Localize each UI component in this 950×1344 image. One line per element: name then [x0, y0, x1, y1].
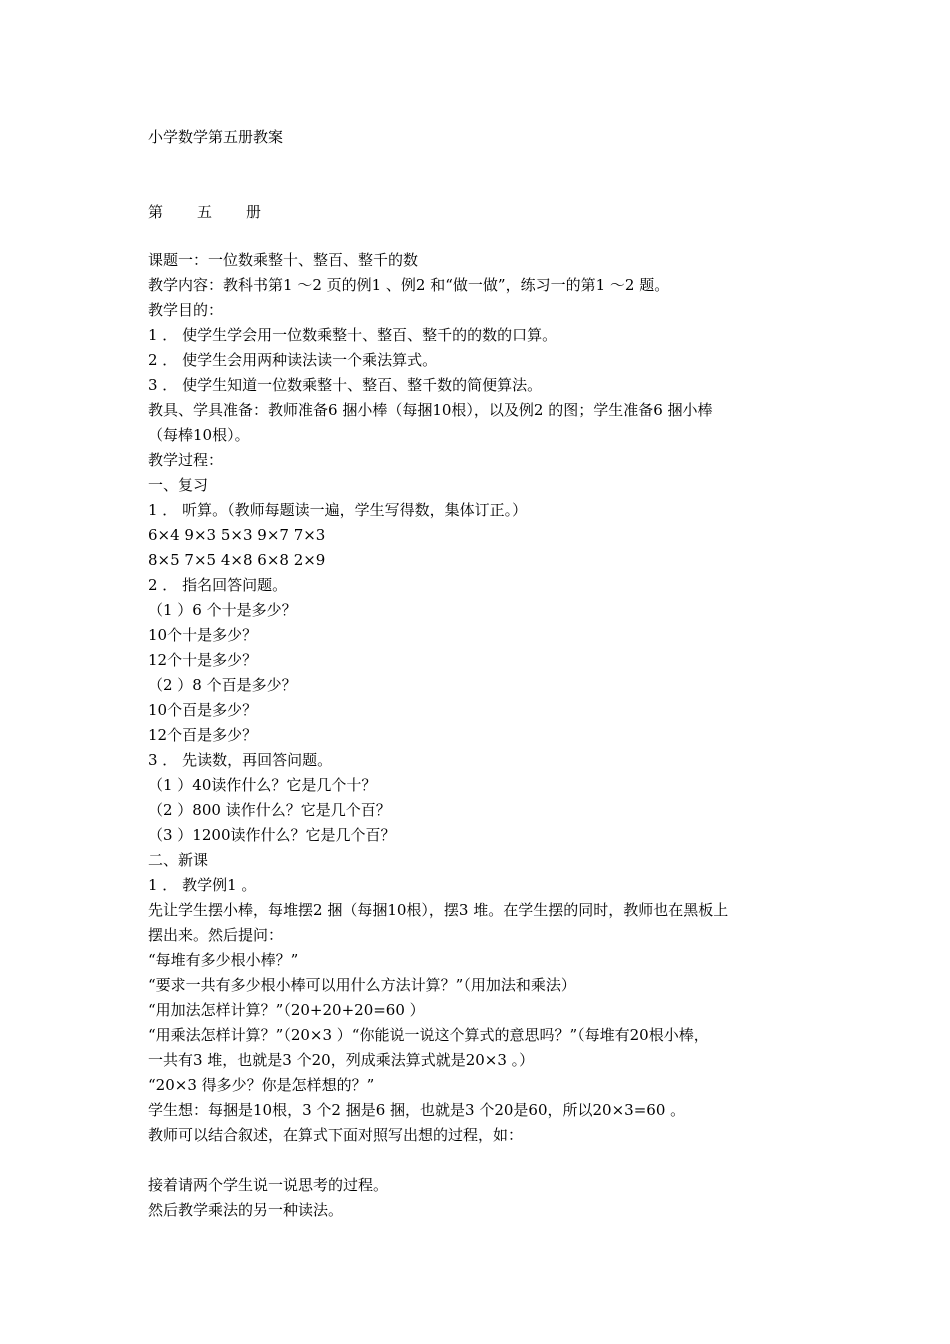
text-line: 一共有3 堆，也就是3 个20，列成乘法算式就是20×3 。） [148, 1051, 535, 1069]
text-line: 8×5 7×5 4×8 6×8 2×9 [148, 551, 326, 569]
text-line: 先让学生摆小棒，每堆摆2 捆（每捆10根），摆3 堆。在学生摆的同时，教师也在黑板上 [148, 901, 729, 919]
text-line: （1 ）40读作什么？它是几个十？ [148, 776, 377, 794]
text-line: 然后教学乘法的另一种读法。 [148, 1201, 344, 1219]
text-line: 3 ． 使学生知道一位数乘整十、整百、整千数的简便算法。 [148, 376, 543, 394]
text-line: 10个十是多少？ [148, 626, 258, 644]
text-line: 2 ． 指名回答问题。 [148, 576, 288, 594]
text-line: 6×4 9×3 5×3 9×7 7×3 [148, 526, 326, 544]
text-line: （3 ）1200读作什么？它是几个百？ [148, 826, 396, 844]
text-line: 课题一：一位数乘整十、整百、整千的数 [148, 251, 419, 269]
volume-heading [148, 201, 295, 223]
text-line: 摆出来。然后提问： [148, 926, 284, 944]
text-line: （2 ）800 读作什么？它是几个百？ [148, 801, 391, 819]
text-line: 3 ． 先读数，再回答问题。 [148, 751, 333, 769]
text-line: 学生想：每捆是10根，3 个2 捆是6 捆，也就是3 个20是60，所以20×3=60 。 [148, 1101, 686, 1119]
text-line: 1 ． 听算。（教师每题读一遍，学生写得数，集体订正。） [148, 501, 528, 519]
text-line: （每棒10根）。 [148, 426, 250, 444]
text-line: 12个百是多少？ [148, 726, 258, 744]
text-line: 一、复习 [148, 476, 209, 494]
text-line: （2 ）8 个百是多少？ [148, 676, 297, 694]
text-line: 2 ． 使学生会用两种读法读一个乘法算式。 [148, 351, 438, 369]
text-line: 10个百是多少？ [148, 701, 258, 719]
text-line: “要求一共有多少根小棒可以用什么方法计算？”（用加法和乘法） [148, 976, 576, 994]
text-line: 教学目的： [148, 301, 224, 319]
text-line: 1 ． 教学例1 。 [148, 876, 257, 894]
blank-line [148, 1148, 818, 1173]
text-line: 教学内容：教科书第1 ～2 页的例1 、例2 和“做一做”，练习一的第1 ～2 题。 [148, 276, 670, 294]
text-line: 1 ． 使学生学会用一位数乘整十、整百、整千的的数的口算。 [148, 326, 558, 344]
text-line: 教具、学具准备：教师准备6 捆小棒（每捆10根），以及例2 的图；学生准备6 捆小棒 [148, 401, 713, 419]
text-line: “20×3 得多少？你是怎样想的？” [148, 1076, 375, 1094]
text-line: 接着请两个学生说一说思考的过程。 [148, 1176, 389, 1194]
volume-char: 五 [197, 203, 213, 221]
volume-char: 册 [246, 203, 262, 221]
text-line: “用乘法怎样计算？”（20×3 ）“你能说一说这个算式的意思吗？”（每堆有20根小棒， [148, 1026, 709, 1044]
volume-char: 第 [148, 203, 164, 221]
text-line: “每堆有多少根小棒？” [148, 951, 299, 969]
text-line: （1 ）6 个十是多少？ [148, 601, 297, 619]
text-line: 二、新课 [148, 851, 209, 869]
text-line: 教学过程： [148, 451, 224, 469]
text-line: 教师可以结合叙述，在算式下面对照写出想的过程，如： [148, 1126, 524, 1144]
document-title: 小学数学第五册教案 [148, 128, 284, 146]
text-line: “用加法怎样计算？”（20+20+20=60 ） [148, 1001, 425, 1019]
lesson-body [148, 248, 818, 1223]
text-line: 12个十是多少？ [148, 651, 258, 669]
